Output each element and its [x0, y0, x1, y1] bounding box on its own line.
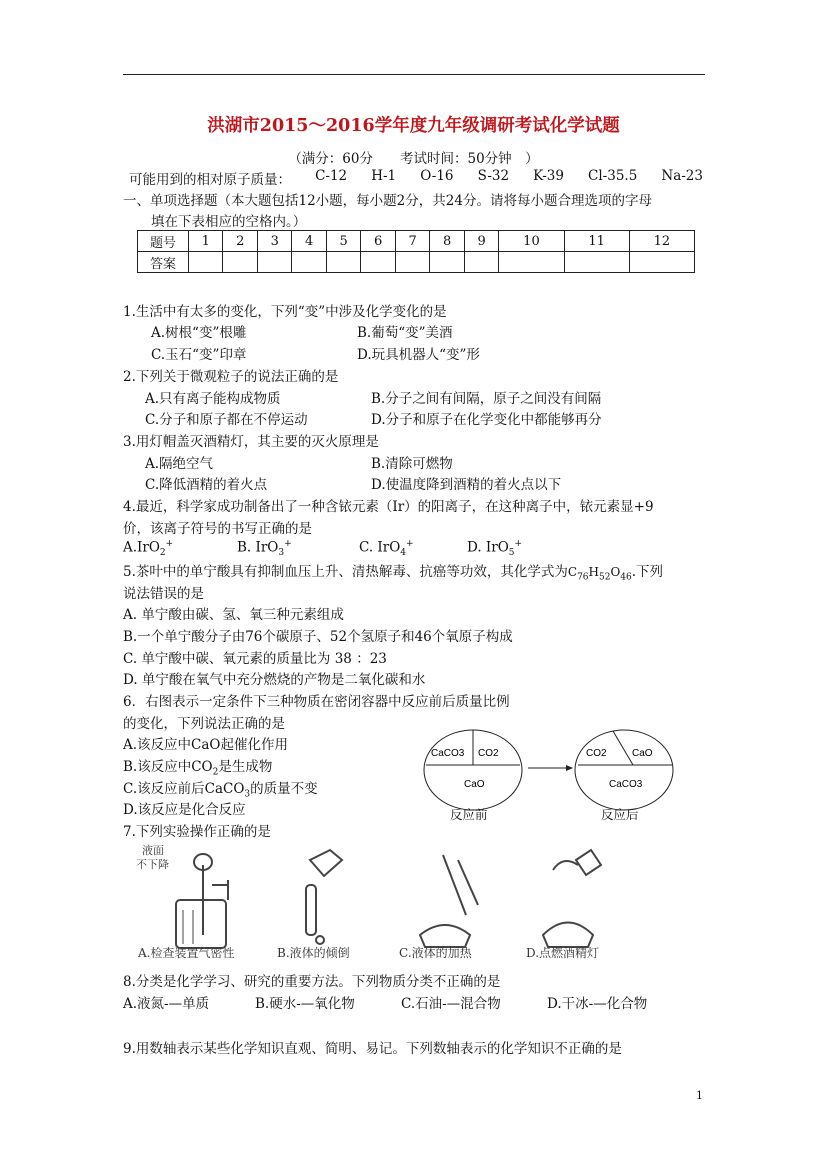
q8-stem: 8.分类是化学学习、研究的重要方法。下列物质分类不正确的是 [123, 974, 501, 990]
q7-caption-c: C.液体的加热 [399, 946, 472, 960]
q4-option-a-text: A.IrO [123, 539, 160, 556]
q3-option-c: C.降低酒精的着火点 [145, 477, 268, 493]
mass-o: O-16 [420, 168, 454, 184]
q7-caption-a: A.检查装置气密性 [138, 946, 235, 960]
superscript: + [165, 539, 174, 549]
mass-c: C-12 [315, 168, 348, 184]
q2-stem: 2.下列关于微观粒子的说法正确的是 [123, 369, 339, 385]
q2-option-c: C.分子和原子都在不停运动 [145, 412, 308, 428]
formula: CaO [191, 737, 221, 753]
after-co2-label: CO2 [586, 748, 607, 759]
answer-table [137, 230, 695, 273]
table-row [138, 252, 695, 273]
answer-cell [223, 252, 257, 273]
q7-caption-b: B.液体的倾倒 [277, 946, 350, 960]
superscript: + [406, 539, 414, 549]
table-cell: 10 [499, 231, 564, 252]
q4-option-b [237, 539, 292, 558]
after-circle [575, 730, 673, 810]
q4-option-c [359, 539, 414, 558]
q4-stem: 4.最近，科学家成功制备出了一种含铱元素（Ir）的阳离子，在这种离子中，铱元素显+9 [123, 499, 654, 515]
q4-option-c-text: C. IrO [359, 539, 401, 556]
formula-o: O [610, 565, 621, 579]
mass-h: H-1 [371, 168, 397, 184]
table-row [138, 231, 695, 252]
q7-stem: 7.下列实验操作正确的是 [123, 824, 271, 840]
q2-option-b: B.分子之间有间隔，原子之间没有间隔 [371, 391, 602, 407]
before-label: 反应前 [450, 807, 488, 822]
arrow-head [566, 765, 573, 771]
subscript: 76 [577, 572, 589, 583]
answer-cell [629, 252, 694, 273]
table-cell: 5 [326, 231, 360, 252]
answer-cell [564, 252, 629, 273]
q8-option-c: C.石油-—混合物 [401, 996, 501, 1012]
q9-stem: 9.用数轴表示某些化学知识直观、简明、易记。下列数轴表示的化学知识不正确的是 [123, 1041, 622, 1057]
subscript: 52 [599, 572, 611, 583]
q6-option-a [123, 733, 288, 753]
airtightness-apparatus-icon [176, 854, 228, 948]
superscript: + [514, 539, 523, 549]
q5-stem-cont: 说法错误的是 [123, 586, 204, 602]
after-caco3-label: CaCO3 [609, 779, 643, 790]
page-title: 洪湖市2015～2016学年度九年级调研考试化学试题 [207, 116, 620, 136]
subscript: 46 [620, 572, 632, 583]
atomic-masses [129, 168, 703, 188]
exam-subtitle: （满分：60分 考试时间：50分钟 ） [288, 151, 539, 167]
subscript: 3 [244, 789, 251, 800]
subscript: 2 [159, 548, 166, 559]
q1-option-b: B.葡萄“变”美酒 [357, 325, 453, 341]
q5-option-a: A. 单宁酸由碳、氢、氧三种元素组成 [123, 607, 344, 623]
q6-option-c [123, 777, 318, 800]
answer-cell [430, 252, 464, 273]
table-header-number: 题号 [138, 231, 189, 252]
q3-option-d: D.使温度降到酒精的着火点以下 [371, 477, 562, 493]
q8-option-a: A.液氮-—单质 [123, 996, 210, 1012]
mass-na: Na-23 [661, 168, 703, 184]
q4-option-b-text: B. IrO [237, 539, 279, 556]
table-cell: 6 [361, 231, 395, 252]
q3-stem: 3.用灯帽盖灭酒精灯，其主要的灭火原理是 [123, 434, 379, 450]
table-cell: 8 [430, 231, 464, 252]
q5-stem-end: .下列 [631, 564, 664, 580]
q6-stem: 6．右图表示一定条件下三种物质在密闭容器中反应前后质量比例 [123, 694, 510, 710]
photo-note-line2: 不下降 [136, 858, 169, 871]
photo-note-line1: 液面 [142, 844, 164, 857]
q2-option-a: A.只有离子能构成物质 [145, 391, 281, 407]
heating-icon [420, 855, 478, 947]
mass-k: K-39 [533, 168, 564, 184]
q3-option-a: A.隔绝空气 [145, 456, 214, 472]
option-text: A.该反应中 [123, 737, 192, 753]
mass-cl: Cl-35.5 [588, 168, 638, 184]
lamp-lighting-icon [543, 850, 601, 947]
formula: CO [191, 759, 213, 775]
table-cell: 2 [223, 231, 257, 252]
q4-option-a [123, 539, 173, 558]
q1-stem: 1.生活中有太多的变化，下列“变”中涉及化学变化的是 [123, 304, 447, 320]
formula: CaCO [204, 781, 245, 797]
table-cell: 12 [629, 231, 694, 252]
q4-stem-cont: 价，该离子符号的书写正确的是 [123, 521, 312, 537]
q6-stem-cont: 的变化，下列说法正确的是 [123, 716, 285, 732]
q1-option-a: A.树根“变”根雕 [151, 325, 247, 341]
mass-s: S-32 [477, 168, 510, 184]
q3-option-b: B.清除可燃物 [371, 456, 453, 472]
q1-option-c: C.玉石“变”印章 [151, 347, 247, 363]
pouring-icon [306, 850, 342, 944]
answer-cell [257, 252, 291, 273]
table-cell: 11 [564, 231, 629, 252]
option-text: 是生成物 [218, 759, 273, 775]
q6-option-b [123, 755, 272, 778]
q5-option-c: C. 单宁酸中碳、氧元素的质量比为 38 ：23 [123, 651, 387, 667]
q4-option-d-text: D. IrO [467, 539, 509, 556]
q5-option-b: B.一个单宁酸分子由76个碳原子、52个氢原子和46个氧原子构成 [123, 629, 513, 645]
page-number: 1 [696, 1089, 703, 1102]
answer-cell [326, 252, 360, 273]
q7-caption-d: D.点燃酒精灯 [526, 946, 600, 960]
table-header-answer: 答案 [138, 252, 189, 273]
subscript: 5 [508, 548, 515, 559]
section1-heading: 一、单项选择题（本大题包括12小题，每小题2分，共24分。请将每小题合理选项的字母 [123, 193, 652, 209]
before-co2-label: CO2 [478, 748, 499, 759]
table-cell: 7 [395, 231, 429, 252]
option-text: B.该反应中 [123, 759, 192, 775]
answer-cell [499, 252, 564, 273]
table-cell: 4 [292, 231, 326, 252]
section1-heading-cont: 填在下表相应的空格内。） [151, 214, 307, 230]
top-rule [123, 74, 705, 75]
q5-stem-text: 5.茶叶中的单宁酸具有抑制血压上升、清热解毒、抗癌等功效，其化学式为 [123, 564, 568, 580]
answer-cell [464, 252, 498, 273]
subscript: 4 [400, 548, 407, 559]
q4-option-d [467, 539, 522, 558]
q8-option-d: D.干冰-—化合物 [547, 996, 648, 1012]
formula-h: H [588, 565, 599, 579]
answer-cell [292, 252, 326, 273]
table-cell: 3 [257, 231, 291, 252]
q2-option-d: D.分子和原子在化学变化中都能够再分 [371, 412, 602, 428]
q8-option-b: B.硬水-—氧化物 [255, 996, 355, 1012]
table-cell: 9 [464, 231, 498, 252]
option-text: 的质量不变 [250, 781, 318, 797]
q6-option-d: D.该反应是化合反应 [123, 802, 246, 818]
q1-option-d: D.玩具机器人“变”形 [357, 347, 480, 363]
option-text: 起催化作用 [220, 737, 288, 753]
q5-stem [123, 560, 663, 582]
answer-cell [189, 252, 223, 273]
atomic-masses-label: 可能用到的相对原子质量： [129, 172, 291, 188]
q5-option-d: D. 单宁酸在氧气中充分燃烧的产物是二氧化碳和水 [123, 672, 426, 688]
subscript: 2 [212, 767, 219, 778]
formula-c: C [567, 565, 578, 579]
after-label: 反应后 [601, 807, 639, 822]
answer-cell [361, 252, 395, 273]
table-cell: 1 [189, 231, 223, 252]
after-cao-label: CaO [632, 748, 653, 759]
answer-cell [395, 252, 429, 273]
before-caco3-label: CaCO3 [431, 748, 465, 759]
q5-formula [567, 565, 632, 583]
superscript: + [284, 539, 292, 549]
before-cao-label: CaO [464, 779, 485, 790]
subscript: 3 [278, 548, 285, 559]
option-text: C.该反应前后 [123, 781, 205, 797]
